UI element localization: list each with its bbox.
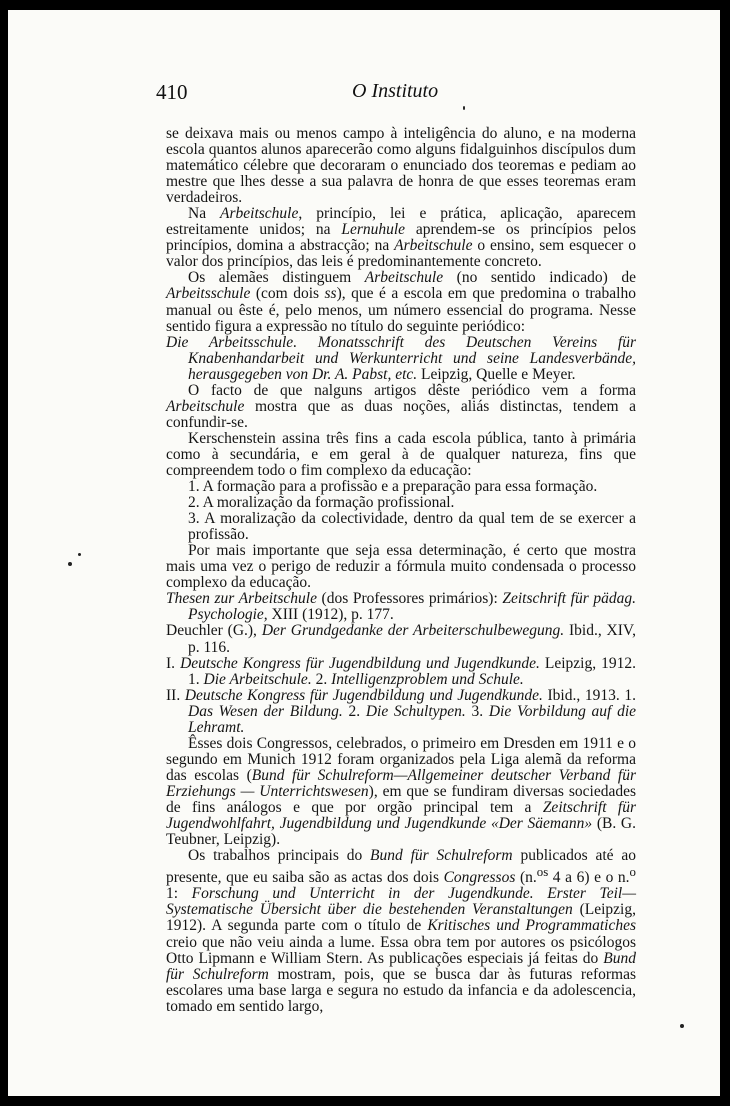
term-bund-2: Bund für Schulreform <box>166 949 636 983</box>
term-bund: Bund für Schulreform <box>370 847 513 865</box>
paragraph-8: Os trabalhos principais do Bund für Schulreform publicados até ao presente, que eu saiba são as actas dos dois Congressos (n.$^{os}$ 4 a 6) e o n.$^o$ 1: Forschung und Unterricht in der Jugendkunde. Erster Teil— Systematische Übersicht über die bestehenden Veranstaltungen (Leipzig, 1912). A segunda parte com o título de Kritisches und Programmatiches creio que não veiu ainda a lume. Essa obra tem por autores os psicólogos Otto Lipmann e William Stern. As publicações especiais já feitas do Bund für Schulreform mostram, pois, que se busca dar às futuras reformas escolares uma base larga e segura no estudo da infancia e da adolescencia, tomado em sentido largo, <box>166 847 636 1015</box>
ref-wesen: Das Wesen der Bildung. <box>188 702 343 720</box>
list-item-3 <box>166 511 636 543</box>
term-arbeitschule: Arbeitschule <box>220 205 299 223</box>
paragraph-7: Êsses dois Congressos, celebrados, o primeiro em Dresden em 1911 e o segundo em Munich 1912 foram organizados pela Liga alemã da reforma das escolas (Bund für Schulreform—Allgemeiner deutscher Verband für Erziehungs — Unterrichtswesen), em que se fundiram diversas sociedades de fins análogos e que por orgão principal tem a Zeitschrift für Jugendwohlfahrt, Jugendbildung und Jugendkunde «Der Säemann» (B. G. Teubner, Leipzig). <box>166 734 636 849</box>
scan-speck <box>463 106 465 110</box>
ref-kongress-2-title: Deutsche Kongress für Jugendbildung und Jugendkunde. <box>184 686 543 704</box>
list-item-2: 2. A moralização da formação profissional. <box>188 494 455 512</box>
term-zeitschrift-jugend: Zeitschrift für Jugendwohlfahrt, Jugendbildung und Jugendkunde «Der Säemann» <box>166 798 636 833</box>
term-bund-long: Bund für Schulreform—Allgemeiner deutscher Verband für Erziehungs — Unterrichtswesen <box>166 766 636 800</box>
term-arbeitschule-4: Arbeitschule <box>166 397 245 415</box>
scan-speck <box>680 1024 684 1028</box>
term-lernuhule: Lernuhule <box>341 221 406 239</box>
periodical-reference: Die Arbeitsschule. Monatsschrift des Deutschen Vereins für Knabenhandarbeit und Werkunterricht und seine Landesverbände, herausgegeben von Dr. A. Pabst, etc. Leipzig, Quelle e Meyer. <box>166 333 636 383</box>
term-arbeitschule-3: Arbeitschule <box>364 269 444 287</box>
ref-grundgedanke: Der Grundgedanke der Arbeiterschulbewegung. <box>261 622 565 640</box>
ref-thesen-title: Thesen zur Arbeitschule <box>166 590 317 608</box>
paragraph-1: se deixava mais ou menos campo à inteligência do aluno, e na moderna escola quantos alunos aparecerão como alguns fidalguinhos discípulos dum matemático célebre que decoraram o enunciado dos teoremas e pediam ao mestre que lhes desse a sua palavra de honra de que esses teoremas eram verdadeiros. <box>166 125 636 207</box>
reference-kongress-1: I. Deutsche Kongress für Jugendbildung und Jugendkunde. Leipzig, 1912. 1. Die Arbeitschule. 2. Intelligenzproblem und Schule. <box>166 654 637 688</box>
term-forschung: Forschung und Unterricht in der Jugendkunde. Erster Teil— Systematische Übersicht über die bestehenden Veranstaltungen <box>166 885 636 919</box>
term-arbeitschule-2: Arbeitschule <box>394 237 473 255</box>
scanned-page <box>8 10 720 1096</box>
ref-zeitschrift-paed: Zeitschrift für pädag. Psychologie, <box>188 590 636 624</box>
ref-intelligenz: Intelligenzproblem und Schule. <box>331 670 524 688</box>
ref-die-arbeitschule: Die Arbeitschule. <box>203 670 312 688</box>
term-congressos: Congressos <box>443 869 516 887</box>
ref-schultypen: Die Schultypen. <box>365 702 466 720</box>
running-title: O Instituto <box>352 80 439 102</box>
reference-kongress-2: II. Deutsche Kongress für Jugendbildung und Jugendkunde. Ibid., 1913. 1. Das Wesen der Bildung. 2. Die Schultypen. 3. Die Vorbildung auf die Lehramt. <box>166 686 637 736</box>
term-ss: ss <box>324 285 337 303</box>
list-item-1: 1. A formação para a profissão e a preparação para essa formação. <box>188 478 598 496</box>
term-arbeitsschule: Arbeitsschule <box>166 285 251 303</box>
paragraph-6: Por mais importante que seja essa determinação, é certo que mostra mais uma vez o perigo de reduzir a fórmula muito condensada o processo complexo da educação. <box>166 542 636 592</box>
list-item-3-text: 3. A moralização da colectividade, dentro da qual tem de se exercer a profissão. <box>188 510 636 544</box>
periodical-title: Die Arbeitsschule. Monatsschrift des Deutschen Vereins für Knabenhandarbeit und Werkunterricht und seine Landesverbände, herausgegeben von Dr. A. Pabst, etc. <box>166 333 636 383</box>
body-text <box>166 126 636 1015</box>
paragraph-2: Na Arbeitschule, princípio, lei e prática, aplicação, aparecem estreitamente unidos; na Lernuhule aprendem-se os princípios pelos princípios, domina a abstracção; na Arbeitschule o ensino, sem esquecer o valor dos princípios, das leis é predominantemente concreto. <box>166 205 636 271</box>
page-header <box>156 80 546 114</box>
term-kritisches: Kritisches und Programmatiches <box>427 917 636 935</box>
reference-thesen: Thesen zur Arbeitschule (dos Professores primários): Zeitschrift für pädag. Psychologie, XIII (1912), p. 177. <box>166 590 636 624</box>
paragraph-5: Kerschenstein assina três fins a cada escola pública, tanto à primária como à secundária, e em geral à de qualquer natureza, fins que compreendem todo o fim complexo da educação: <box>166 429 636 479</box>
page-number: 410 <box>156 80 188 104</box>
scan-speck <box>68 562 72 566</box>
scan-speck <box>78 553 81 556</box>
paragraph-4: O facto de que nalguns artigos dêste periódico vem a forma Arbeitschule mostra que as duas noções, aliás distinctas, tendem a confundir-se. <box>166 381 636 431</box>
ref-kongress-1-title: Deutsche Kongress für Jugendbildung und Jugendkunde. <box>180 654 540 672</box>
ref-vorbildung: Die Vorbildung auf die Lehramt. <box>188 702 637 736</box>
reference-deuchler: Deuchler (G.), Der Grundgedanke der Arbeiterschulbewegung. Ibid., XIV, p. 116. <box>166 622 636 656</box>
paragraph-3: Os alemães distinguem Arbeitschule (no sentido indicado) de Arbeitsschule (com dois ss), que é a escola em que predomina o trabalho manual ou êste é, pelo menos, um número essencial do programa. Nesse sentido figura a expressão no título do seguinte periódico: <box>166 269 636 335</box>
